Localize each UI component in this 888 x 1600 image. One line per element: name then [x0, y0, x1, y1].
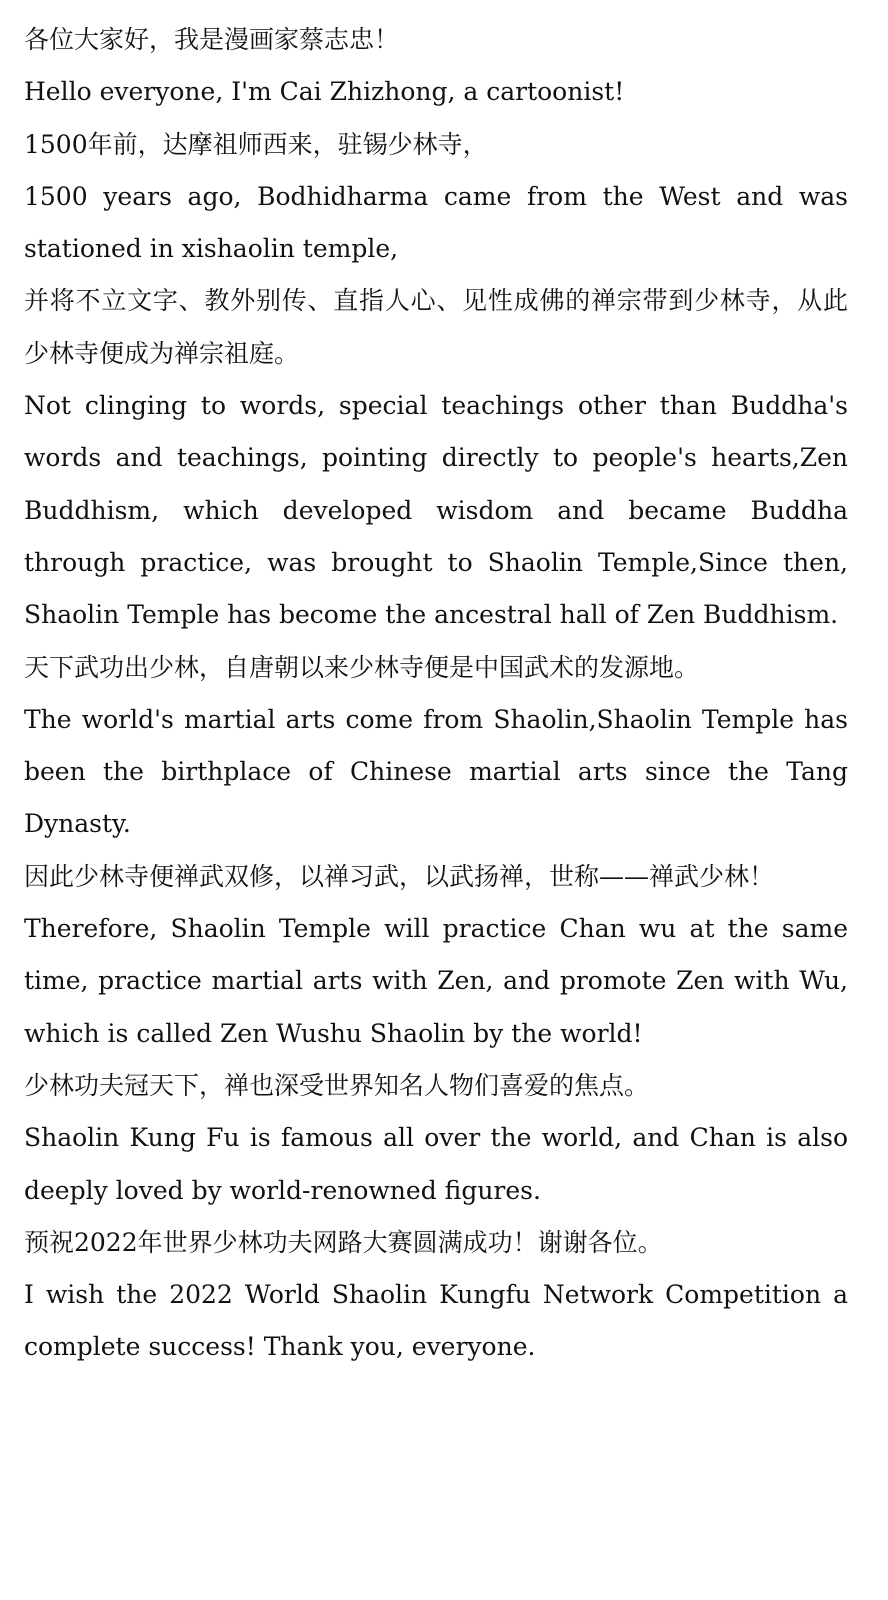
closing-wish-en: I wish the 2022 World Shaolin Kungfu Network Competition a complete success! Thank you, everyone.	[24, 1280, 848, 1362]
bodhidharma-en: 1500 years ago, Bodhidharma came from the West and was stationed in xishaolin temple,	[24, 181, 848, 264]
zen-wushu-en: Therefore, Shaolin Temple will practice Chan wu at the same time, practice martial arts with Zen, and promote Zen with Wu, which is called Zen Wushu Shaolin by the world!	[24, 914, 848, 1048]
kung-fu-fame-en: Shaolin Kung Fu is famous all over the world, and Chan is also deeply loved by world-renowned figures.	[24, 1123, 848, 1205]
martial-arts-en: The world's martial arts come from Shaolin,Shaolin Temple has been the birthplace of Chinese martial arts since the Tang Dynasty.	[24, 704, 848, 839]
zen-origin-en: Not clinging to words, special teachings other than Buddha's words and teachings, pointing directly to people's hearts,Zen Buddhism, which developed wisdom and became Buddha through practice, was brought to Shaolin Temple,Since then, Shaolin Temple has become the ancestral hall of Zen Buddhism.	[24, 391, 848, 630]
zen-origin-zh: 并将不立文字、教外别传、直指人心、见性成佛的禅宗带到少林寺，从此少林寺便成为禅宗祖庭。	[24, 286, 848, 368]
zen-wushu-zh: 因此少林寺便禅武双修，以禅习武，以武扬禅，世称——禅武少林！	[24, 861, 775, 891]
closing-wish-zh: 预祝2022年世界少林功夫网路大赛圆满成功！谢谢各位。	[24, 1227, 663, 1257]
greeting-en: Hello everyone, I'm Cai Zhizhong, a cartoonist!	[24, 77, 625, 107]
bodhidharma-zh: 1500年前，达摩祖师西来，驻锡少林寺，	[24, 129, 488, 159]
greeting-zh: 各位大家好，我是漫画家蔡志忠！	[24, 25, 400, 54]
martial-arts-zh: 天下武功出少林，自唐朝以来少林寺便是中国武术的发源地。	[24, 652, 700, 682]
kung-fu-fame-zh: 少林功夫冠天下，禅也深受世界知名人物们喜爱的焦点。	[24, 1070, 650, 1100]
